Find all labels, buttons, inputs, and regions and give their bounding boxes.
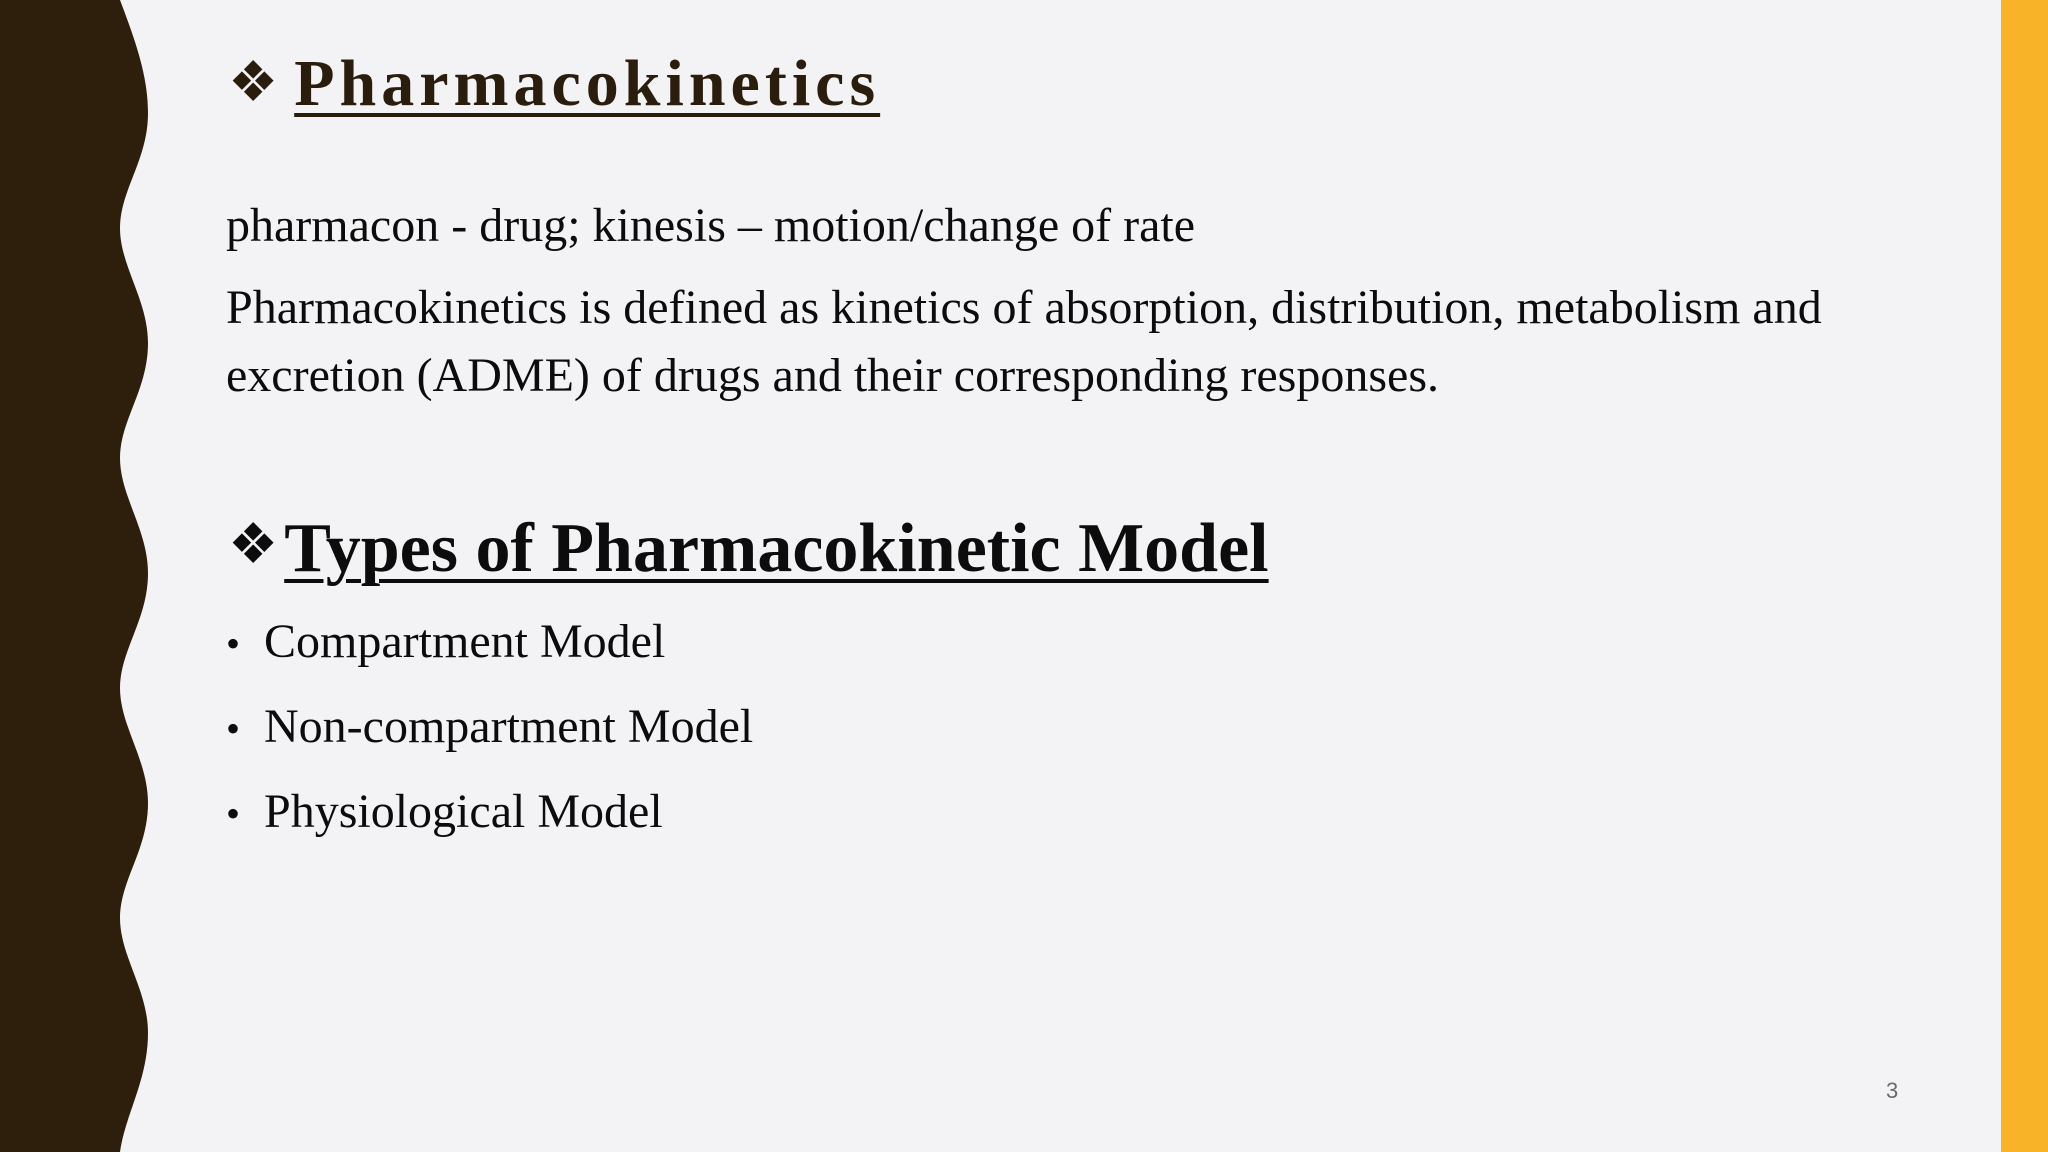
wavy-left-border xyxy=(0,0,160,1152)
bullet-dot-icon: • xyxy=(226,621,241,666)
accent-bar xyxy=(2001,0,2048,1152)
four-diamond-bullet-icon: ❖ xyxy=(228,52,279,114)
heading-title: Types of Pharmacokinetic Model xyxy=(284,510,1269,587)
list-item-label: Compartment Model xyxy=(264,615,666,668)
list-item xyxy=(226,784,753,842)
section-heading-model-types xyxy=(228,510,1269,587)
list-item-label: Physiological Model xyxy=(264,785,663,838)
bullet-dot-icon: • xyxy=(226,791,241,836)
section-heading-pharmacokinetics xyxy=(228,48,880,121)
bullet-dot-icon: • xyxy=(226,706,241,751)
model-types-list xyxy=(226,614,753,869)
definition-block xyxy=(226,192,1866,424)
list-item-label: Non-compartment Model xyxy=(264,700,754,753)
heading-title: Pharmacokinetics xyxy=(294,47,881,120)
list-item xyxy=(226,699,753,757)
list-item xyxy=(226,614,753,672)
etymology-line: pharmacon - drug; kinesis – motion/change of rate xyxy=(226,199,1196,252)
definition-paragraph: Pharmacokinetics is defined as kinetics of absorption, distribution, metabolism and excretion (ADME) of drugs and their corresponding responses. xyxy=(226,281,1822,402)
four-diamond-bullet-icon: ❖ xyxy=(228,514,279,576)
page-number: 3 xyxy=(1886,1078,1899,1103)
